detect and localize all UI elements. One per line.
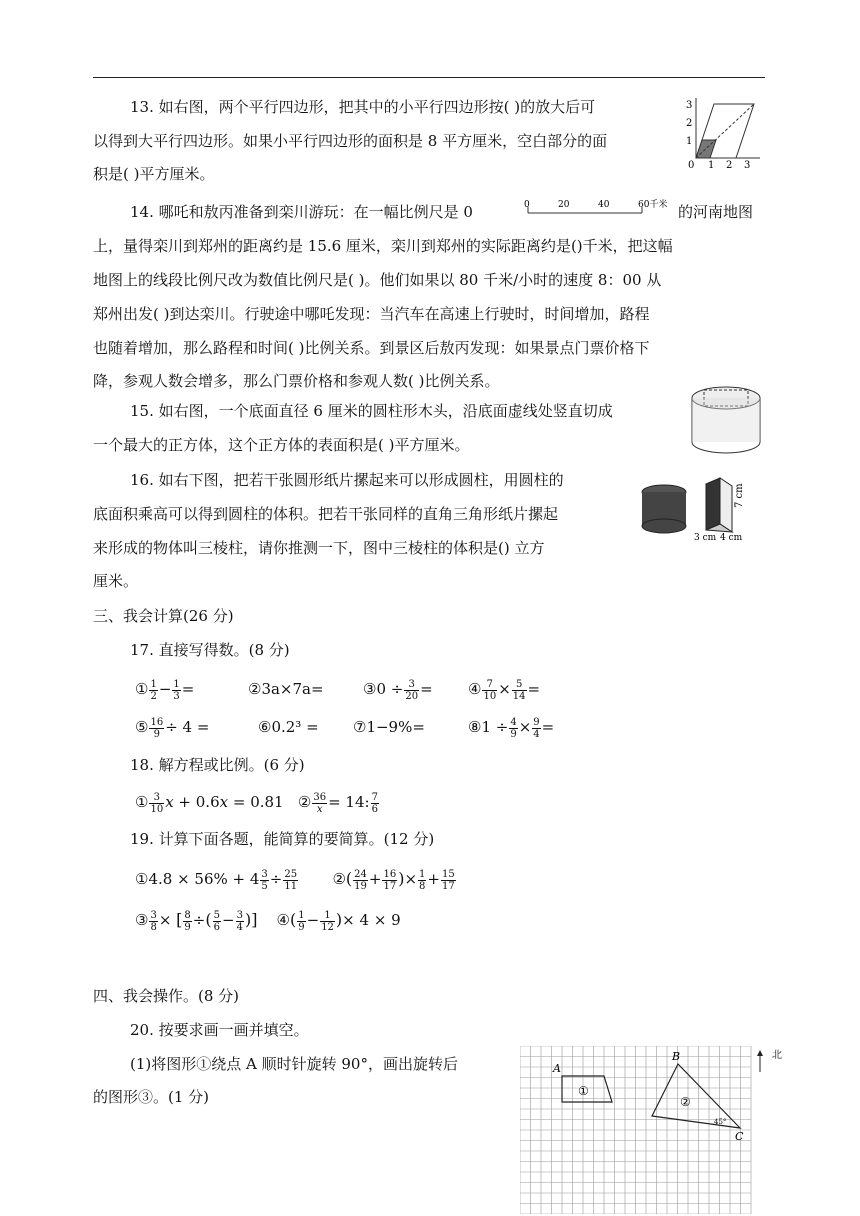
shape-2-label: ② [680, 1095, 691, 1109]
q17-item8: ⑧1 ÷ $\frac{4}{9}$ × $\frac{9}{4}$ = [468, 716, 555, 740]
section4-title: 四、我会操作。(8 分) [93, 987, 240, 1005]
q15-line1: 15. 如右图，一个底面直径 6 厘米的圆柱形木头，沿底面虚线处竖直切成 [130, 402, 613, 420]
scale-tick-40: 40 [598, 200, 610, 210]
fig13-x3: 3 [744, 160, 751, 170]
point-c-label: C [735, 1130, 744, 1143]
prism-figure [640, 476, 760, 540]
q14-line4: 郑州出发( )到达栾川。行驶途中哪吒发现：当汽车在高速上行驶时，时间增加，路程 [93, 305, 650, 323]
point-a-label: A [553, 1062, 561, 1075]
scale-bar [524, 198, 678, 218]
fig13-y1: 1 [686, 136, 693, 147]
scale-tick-60: 60千米 [638, 200, 668, 210]
q20-part1-line2: 的图形③。(1 分) [93, 1088, 210, 1106]
prism-height-label: 7 cm [734, 483, 745, 508]
q14-line2: 上，量得栾川到郑州的距离约是 15.6 厘米，栾川到郑州的实际距离约是()千米，把这幅 [93, 237, 673, 255]
shape-1-label: ① [578, 1084, 589, 1098]
point-b-label: B [672, 1050, 681, 1063]
q17-title: 17. 直接写得数。(8 分) [130, 641, 290, 659]
fig13-x0: 0 [688, 160, 695, 170]
q19-row2: ③ $\frac{3}{8}$ × [ $\frac{8}{9}$ ÷( $\frac{5}{6}$ − $\frac{3}{4}$ )] ④( $\frac{1}{9}$ − $\frac{1}{12}$ )× 4 × 9 [135, 909, 401, 933]
shape-2 [652, 1064, 740, 1128]
section3-title: 三、我会计算(26 分) [93, 607, 234, 625]
q16-line4: 厘米。 [93, 572, 139, 590]
q17-item7: ⑦1−9%= [353, 718, 425, 736]
q13-line1: 13. 如右图，两个平行四边形，把其中的小平行四边形按( )的放大后可 [130, 98, 596, 116]
q17-row1: ① $\frac{1}{2}$ − $\frac{1}{3}$ = [135, 678, 195, 702]
q14-line1a: 14. 哪吒和敖丙准备到栾川游玩：在一幅比例尺是 0 [130, 203, 473, 221]
q17-item5: ⑤ $\frac{16}{9}$ ÷ 4 = [135, 716, 210, 740]
q13-line2: 以得到大平行四边形。如果小平行四边形的面积是 8 平方厘米，空白部分的面 [93, 132, 608, 150]
parallelogram-figure [684, 94, 764, 170]
q14-line1b: 的河南地图 [678, 203, 754, 221]
rotation-grid [520, 1046, 765, 1214]
q17-item1: ① [135, 680, 149, 698]
q14-line3: 地图上的线段比例尺改为数值比例尺是( )。他们如果以 80 千米/小时的速度 8：00 从 [93, 271, 662, 289]
q13-line3: 积是( )平方厘米。 [93, 165, 215, 183]
q19-title: 19. 计算下面各题，能简算的要简算。(12 分) [130, 830, 435, 848]
q17-item2: ②3a×7a= [248, 680, 324, 698]
north-label: 北 [772, 1050, 782, 1061]
cylinder-figure [690, 384, 762, 456]
q15-line2: 一个最大的正方体，这个正方体的表面积是( )平方厘米。 [93, 436, 470, 454]
header-rule [93, 77, 765, 78]
q16-line3: 来形成的物体叫三棱柱，请你推测一下，图中三棱柱的体积是() 立方 [93, 539, 545, 557]
q18-title: 18. 解方程或比例。(6 分) [130, 756, 305, 774]
q16-line1: 16. 如右下图，把若干张圆形纸片摞起来可以形成圆柱，用圆柱的 [130, 471, 564, 489]
q14-line5: 也随着增加，那么路程和时间( )比例关系。到景区后敖丙发现：如果景点门票价格下 [93, 339, 650, 357]
fig13-y2: 2 [686, 118, 693, 129]
q16-line2: 底面积乘高可以得到圆柱的体积。把若干张同样的直角三角形纸片摞起 [93, 505, 559, 523]
angle-label: 45° [714, 1118, 727, 1126]
q17-item4: ④ $\frac{7}{10}$ × $\frac{5}{14}$ = [468, 678, 541, 702]
q19-row1: ①4.8 × 56% + 4 $\frac{3}{5}$ ÷ $\frac{25}{11}$ ②( $\frac{24}{19}$ + $\frac{16}{17}$ )× $\frac{1}{8}$ + $\frac{15}{17}$ [135, 868, 455, 892]
q20-title: 20. 按要求画一画并填空。 [130, 1021, 309, 1039]
fig13-x2: 2 [726, 160, 733, 170]
q17-item6: ⑥0.2³ = [258, 718, 319, 736]
prism-base-label-a: 3 cm [694, 533, 717, 540]
scale-tick-0: 0 [524, 200, 530, 210]
q20-part1-line1: (1)将图形①绕点 A 顺时针旋转 90°，画出旋转后 [130, 1055, 458, 1073]
q17-item3: ③0 ÷ $\frac{3}{20}$ = [363, 678, 433, 702]
q14-line6: 降，参观人数会增多，那么门票价格和参观人数( )比例关系。 [93, 372, 500, 390]
q18-equations: ① $\frac{3}{10}$ x + 0.6x = 0.81 ② $\frac{36}{x}$ = 14: $\frac{7}{6}$ [135, 791, 378, 815]
fig13-x1: 1 [708, 160, 715, 170]
prism-base-label-b: 4 cm [720, 533, 743, 540]
scale-tick-20: 20 [558, 200, 570, 210]
fig13-y3: 3 [686, 100, 693, 111]
